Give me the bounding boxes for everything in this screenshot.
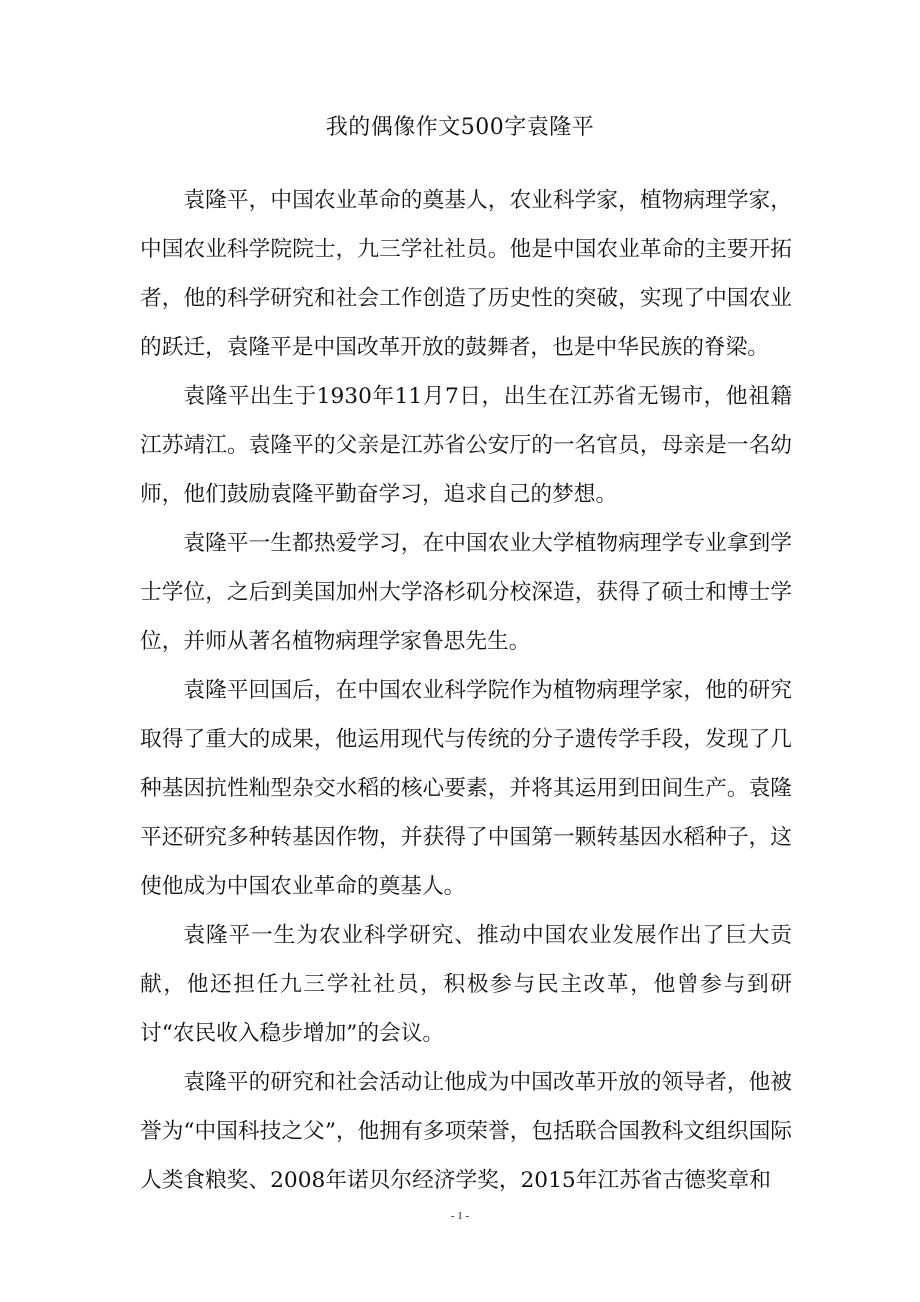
page-number: - 1 - xyxy=(450,1210,470,1222)
paragraph-research: 袁隆平回国后，在中国农业科学院作为植物病理学家，他的研究取得了重大的成果，他运用现代与传统的分子遗传学手段，发现了几种基因抗性籼型杂交水稻的核心要素，并将其运用到田间生产。袁隆平还研究多种转基因作物，并获得了中国第一颗转基因水稻种子，这使他成为中国农业革命的奠基人。 xyxy=(140,678,792,899)
paragraph-introduction: 袁隆平，中国农业革命的奠基人，农业科学家，植物病理学家，中国农业科学院院士，九三学社社员。他是中国农业革命的主要开拓者，他的科学研究和社会工作创造了历史性的突破，实现了中国农业的跃迁，袁隆平是中国改革开放的鼓舞者，也是中华民族的脊梁。 xyxy=(140,188,792,360)
document-title: 我的偶像作文500字袁隆平 xyxy=(325,115,595,140)
paragraph-birth: 袁隆平出生于1930年11月7日，出生在江苏省无锡市，他祖籍江苏靖江。袁隆平的父亲是江苏省公安厅的一名官员，母亲是一名幼师，他们鼓励袁隆平勤奋学习，追求自己的梦想。 xyxy=(140,384,792,507)
document-body xyxy=(140,176,792,1205)
paragraph-honors: 袁隆平的研究和社会活动让他成为中国改革开放的领导者，他被誉为“中国科技之父”，他拥有多项荣誉，包括联合国教科文组织国际人类食粮奖、2008年诺贝尔经济学奖，2015年江苏省古德奖章和 xyxy=(140,1070,792,1193)
paragraph-education: 袁隆平一生都热爱学习，在中国农业大学植物病理学专业拿到学士学位，之后到美国加州大学洛杉矶分校深造，获得了硕士和博士学位，并师从著名植物病理学家鲁思先生。 xyxy=(140,531,792,654)
paragraph-contribution: 袁隆平一生为农业科学研究、推动中国农业发展作出了巨大贡献，他还担任九三学社社员，积极参与民主改革，他曾参与到研讨“农民收入稳步增加”的会议。 xyxy=(140,923,792,1046)
